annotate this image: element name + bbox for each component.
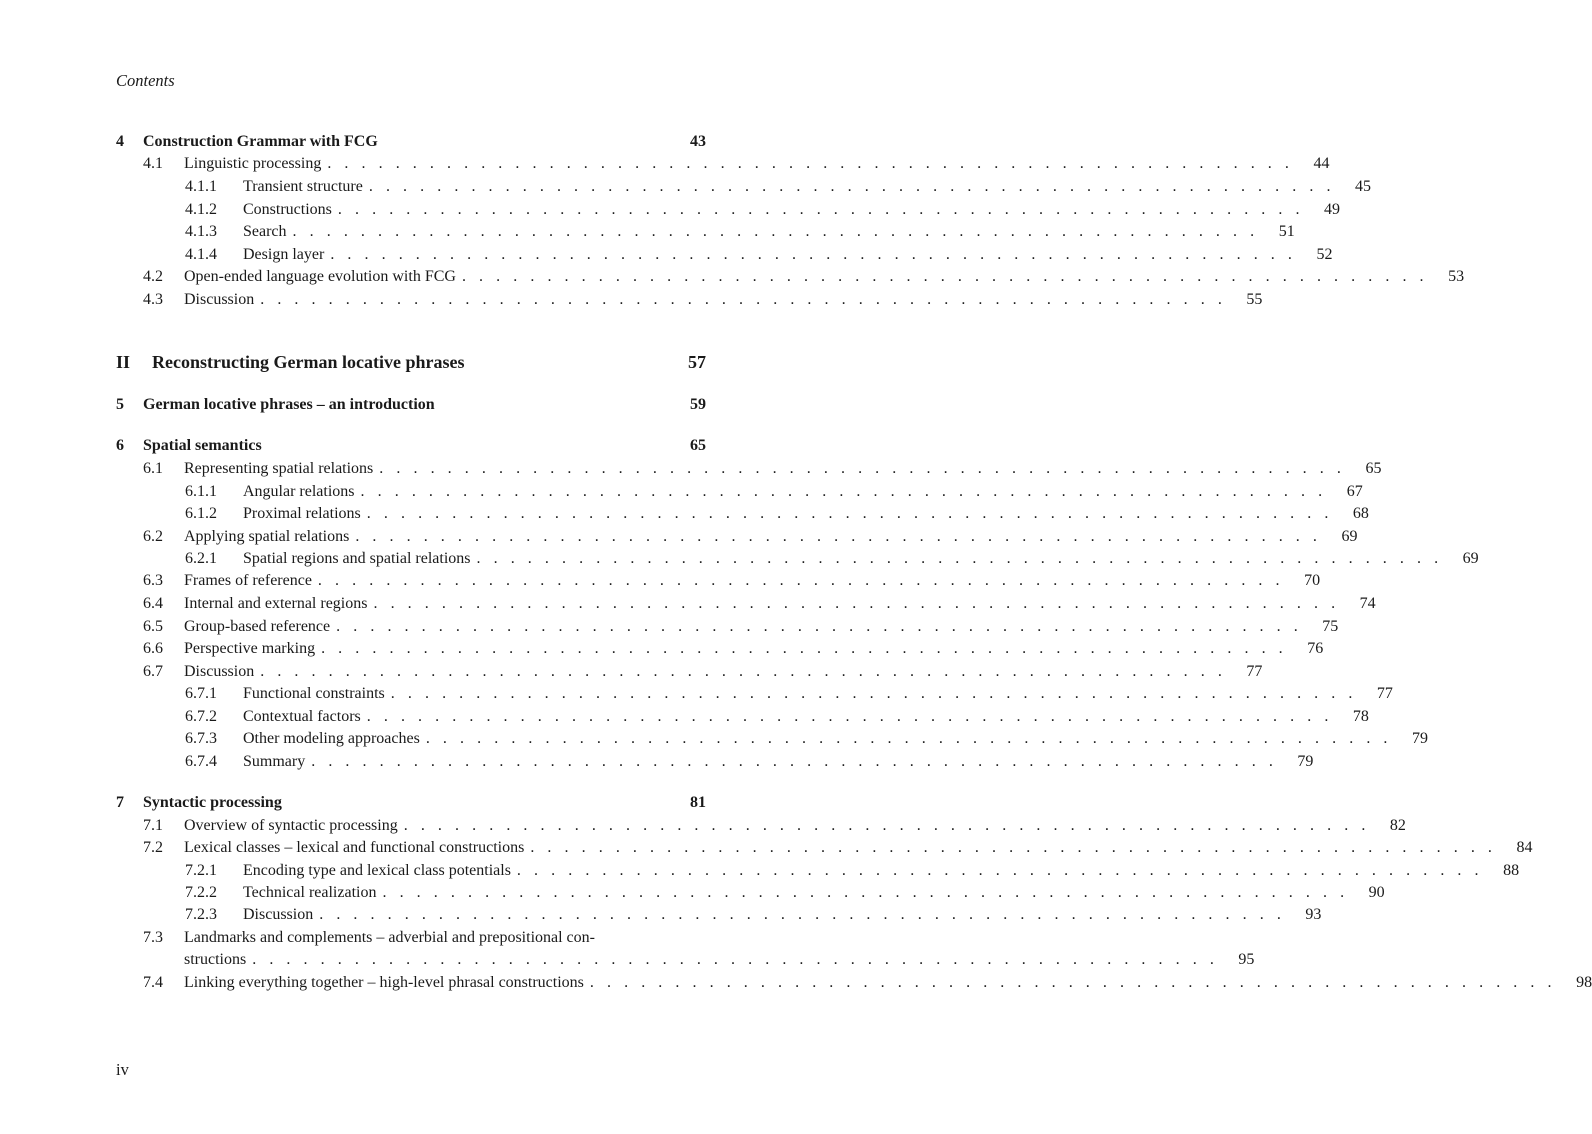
toc-entry-title: Proximal relations	[243, 505, 361, 522]
toc-entry-page: 55	[1246, 291, 1263, 308]
leader-dots: . . . . . . . . . . . . . . . . . . . . . . . . . . . . . . . . . . . . . . . . . . . . . . . . . . . . . . . . .	[366, 708, 1333, 725]
toc-entry-page: 90	[1368, 884, 1385, 901]
toc-entry-number: 7.1	[143, 817, 163, 834]
toc-entry-title: Group-based reference	[184, 618, 331, 635]
toc-entry-subsection[interactable]	[116, 904, 1322, 926]
leader-dots: . . . . . . . . . . . . . . . . . . . . . . . . . . . . . . . . . . . . . . . . . . . . . . . . . . . . . . . . .	[390, 685, 1357, 702]
toc-entry-section[interactable]	[116, 638, 1324, 660]
toc-entry-number: 6.7.2	[185, 708, 217, 725]
leader-dots: . . . . . . . . . . . . . . . . . . . . . . . . . . . . . . . . . . . . . . . . . . . . . . . . . . . . . . . . .	[319, 906, 1286, 923]
toc-entry-page: 65	[1365, 460, 1382, 477]
toc-entry-number: 7.2.2	[185, 884, 217, 901]
toc-entry-section[interactable]	[116, 526, 1358, 548]
leader-dots: . . . . . . . . . . . . . . . . . . . . . . . . . . . . . . . . . . . . . . . . . . . . . . . . . . . . . . . . .	[366, 505, 1333, 522]
toc-entry-title: Construction Grammar with FCG	[143, 133, 378, 150]
leader-dots: . . . . . . . . . . . . . . . . . . . . . . . . . . . . . . . . . . . . . . . . . . . . . . . . . . . . . . . . .	[382, 884, 1349, 901]
toc-entry-title: Other modeling approaches	[243, 730, 420, 747]
toc-entry-page: 69	[1462, 550, 1479, 567]
toc-entry-number: 7.2.1	[185, 862, 217, 879]
leader-dots: . . . . . . . . . . . . . . . . . . . . . . . . . . . . . . . . . . . . . . . . . . . . . . . . . . . . . . . . .	[337, 201, 1305, 218]
leader-dots: . . . . . . . . . . . . . . . . . . . . . . . . . . . . . . . . . . . . . . . . . . . . . . . . . . . . . . . . .	[516, 862, 1484, 879]
leader-dots: . . . . . . . . . . . . . . . . . . . . . . . . . . . . . . . . . . . . . . . . . . . . . . . . . . . . . . . . .	[589, 974, 1557, 991]
toc-entry-title: Landmarks and complements – adverbial and prepositional con-	[184, 929, 595, 946]
toc-entry-page: 77	[1376, 685, 1393, 702]
leader-dots: . . . . . . . . . . . . . . . . . . . . . . . . . . . . . . . . . . . . . . . . . . . . . . . . . . . . . . . . .	[403, 817, 1370, 834]
toc-entry-title: Representing spatial relations	[184, 460, 374, 477]
toc-entry-page: 78	[1352, 708, 1369, 725]
leader-dots: . . . . . . . . . . . . . . . . . . . . . . . . . . . . . . . . . . . . . . . . . . . . . . . . . . . . . . . . .	[360, 483, 1327, 500]
leader-dots: . . . . . . . . . . . . . . . . . . . . . . . . . . . . . . . . . . . . . . . . . . . . . . . . . . . . . . . . .	[336, 618, 1303, 635]
toc-entry-title: Syntactic processing	[143, 794, 282, 811]
toc-entry-subsection[interactable]	[116, 481, 1363, 503]
toc-entry-chapter[interactable]	[116, 394, 706, 416]
leader-dots: . . . . . . . . . . . . . . . . . . . . . . . . . . . . . . . . . . . . . . . . . . . . . . . . . . . . . . . . .	[317, 572, 1285, 589]
toc-entry-title: structions	[184, 951, 247, 968]
toc-entry-number: 6.3	[143, 572, 163, 589]
toc-entry-page: 69	[1341, 528, 1358, 545]
toc-entry-title: Search	[243, 223, 287, 240]
toc-entry-number: 6.2	[143, 528, 163, 545]
toc-entry-page: 82	[1389, 817, 1406, 834]
toc-entry-part[interactable]	[116, 351, 706, 373]
toc-entry-title: Contextual factors	[243, 708, 361, 725]
toc-entry-page: 45	[1355, 178, 1371, 195]
toc-entry-subsection[interactable]	[116, 199, 1341, 221]
toc-entry-page: 57	[688, 352, 706, 372]
toc-entry-page: 53	[1448, 268, 1465, 285]
leader-dots: . . . . . . . . . . . . . . . . . . . . . . . . . . . . . . . . . . . . . . . . . . . . . . . . . . . . . . . . .	[327, 155, 1294, 172]
leader-dots: . . . . . . . . . . . . . . . . . . . . . . . . . . . . . . . . . . . . . . . . . . . . . . . . . . . . . . . . .	[530, 839, 1497, 856]
toc-entry-page: 84	[1516, 839, 1533, 856]
leader-dots: . . . . . . . . . . . . . . . . . . . . . . . . . . . . . . . . . . . . . . . . . . . . . . . . . . . . . . . . .	[461, 268, 1429, 285]
toc-entry-page: 98	[1576, 974, 1592, 991]
toc-entry-subsection[interactable]	[116, 751, 1314, 773]
toc-entry-subsection[interactable]	[116, 548, 1479, 570]
leader-dots: . . . . . . . . . . . . . . . . . . . . . . . . . . . . . . . . . . . . . . . . . . . . . . . . . . . . . . . . .	[252, 951, 1219, 968]
toc-entry-title: Discussion	[243, 906, 314, 923]
toc-entry-title: Discussion	[184, 291, 255, 308]
toc-entry-number: 7.2.3	[185, 906, 217, 923]
toc-entry-page: 77	[1246, 663, 1263, 680]
toc-entry-number: 4.1.4	[185, 246, 217, 263]
toc-entry-number: 4.1.1	[185, 178, 217, 195]
toc-entry-title: Encoding type and lexical class potentials	[243, 862, 511, 879]
toc-entry-subsection[interactable]	[116, 860, 1520, 882]
leader-dots: . . . . . . . . . . . . . . . . . . . . . . . . . . . . . . . . . . . . . . . . . . . . . . . . . . . . . . . . .	[476, 550, 1443, 567]
toc-entry-subsection[interactable]	[116, 244, 1333, 266]
toc-entry-section[interactable]	[116, 616, 1339, 638]
toc-entry-title: Linking everything together – high-level phrasal constructions	[184, 974, 584, 991]
toc-entry-subsection[interactable]	[116, 706, 1369, 728]
leader-dots: . . . . . . . . . . . . . . . . . . . . . . . . . . . . . . . . . . . . . . . . . . . . . . . . . . . . . . . . .	[321, 640, 1288, 657]
toc-entry-subsection[interactable]	[116, 882, 1385, 904]
toc-entry-title: Transient structure	[243, 178, 363, 195]
leader-dots: . . . . . . . . . . . . . . . . . . . . . . . . . . . . . . . . . . . . . . . . . . . . . . . . . . . . . . . . .	[292, 223, 1259, 240]
leader-dots: . . . . . . . . . . . . . . . . . . . . . . . . . . . . . . . . . . . . . . . . . . . . . . . . . . . . . . . . .	[379, 460, 1346, 477]
toc-entry-title: Overview of syntactic processing	[184, 817, 398, 834]
toc-entry-number: 5	[116, 396, 124, 413]
toc-entry-chapter[interactable]	[116, 435, 706, 457]
toc-entry-page: 44	[1313, 155, 1330, 172]
toc-entry-number: 7.2	[143, 839, 163, 856]
toc-entry-title: Spatial regions and spatial relations	[243, 550, 471, 567]
toc-entry-section[interactable]	[116, 289, 1263, 311]
toc-entry-page: 81	[690, 794, 706, 811]
toc-entry-number: 6.1.2	[185, 505, 217, 522]
leader-dots: . . . . . . . . . . . . . . . . . . . . . . . . . . . . . . . . . . . . . . . . . . . . . . . . . . . . . . . . .	[260, 291, 1227, 308]
page-number: iv	[116, 1060, 129, 1079]
toc-entry-number: II	[116, 352, 131, 372]
toc-entry-section[interactable]	[116, 949, 1255, 971]
toc-entry-subsection[interactable]	[116, 503, 1369, 525]
leader-dots: . . . . . . . . . . . . . . . . . . . . . . . . . . . . . . . . . . . . . . . . . . . . . . . . . . . . . . . . .	[368, 178, 1335, 195]
toc-entry-title: Linguistic processing	[184, 155, 322, 172]
toc-entry-section[interactable]	[116, 661, 1263, 683]
toc-entry-subsection[interactable]	[116, 176, 1371, 198]
toc-entry-page: 88	[1503, 862, 1520, 879]
leader-dots: . . . . . . . . . . . . . . . . . . . . . . . . . . . . . . . . . . . . . . . . . . . . . . . . . . . . . . . . .	[330, 246, 1297, 263]
toc-entry-number: 6.4	[143, 595, 163, 612]
toc-entry-number: 4.1	[143, 155, 163, 172]
toc-entry-title: Internal and external regions	[184, 595, 368, 612]
toc-entry-subsection[interactable]	[116, 221, 1295, 243]
toc-entry-number: 6.7.3	[185, 730, 217, 747]
toc-entry-section[interactable]	[116, 570, 1321, 592]
toc-entry-number: 4.1.2	[185, 201, 217, 218]
toc-entry-number: 6.6	[143, 640, 163, 657]
toc-entry-section[interactable]	[116, 153, 1330, 175]
toc-entry-subsection[interactable]	[116, 683, 1393, 705]
toc-entry-page: 75	[1322, 618, 1339, 635]
toc-entry-page: 67	[1346, 483, 1363, 500]
toc-entry-section[interactable]	[116, 837, 1533, 859]
toc-entry-title: Angular relations	[243, 483, 355, 500]
toc-entry-section[interactable]	[116, 972, 1592, 994]
toc-entry-page: 76	[1307, 640, 1324, 657]
toc-entry-title: Discussion	[184, 663, 255, 680]
leader-dots: . . . . . . . . . . . . . . . . . . . . . . . . . . . . . . . . . . . . . . . . . . . . . . . . . . . . . . . . .	[425, 730, 1392, 747]
toc-entry-number: 6.5	[143, 618, 163, 635]
toc-entry-page: 52	[1316, 246, 1333, 263]
toc-entry-number: 7.3	[143, 929, 163, 946]
toc-entry-page: 43	[690, 133, 706, 150]
toc-entry-page: 70	[1304, 572, 1321, 589]
toc-entry-page: 79	[1297, 753, 1314, 770]
toc-entry-title: Design layer	[243, 246, 325, 263]
toc-entry-number: 6.2.1	[185, 550, 217, 567]
toc-entry-title: Technical realization	[243, 884, 377, 901]
toc-entry-section[interactable]	[116, 458, 1382, 480]
toc-entry-number: 6	[116, 437, 124, 454]
toc-entry-page: 59	[690, 396, 706, 413]
toc-entry-section[interactable]	[116, 593, 1376, 615]
toc-entry-chapter[interactable]	[116, 131, 706, 153]
toc-entry-title: Lexical classes – lexical and functional constructions	[184, 839, 525, 856]
toc-entry-title: Spatial semantics	[143, 437, 262, 454]
toc-entry-number: 6.1.1	[185, 483, 217, 500]
toc-entry-number: 7	[116, 794, 124, 811]
toc-entry-title: Reconstructing German locative phrases	[152, 352, 465, 372]
toc-entry-page: 93	[1305, 906, 1322, 923]
toc-entry-number: 4.3	[143, 291, 163, 308]
toc-entry-number: 4	[116, 133, 124, 150]
toc-entry-chapter[interactable]	[116, 792, 706, 814]
toc-entry-section[interactable]	[116, 927, 706, 949]
running-header: Contents	[116, 71, 175, 90]
toc-entry-title: German locative phrases – an introduction	[143, 396, 435, 413]
toc-entry-title: Applying spatial relations	[184, 528, 350, 545]
toc-entry-number: 6.1	[143, 460, 163, 477]
toc-entry-page: 74	[1359, 595, 1376, 612]
toc-entry-number: 6.7	[143, 663, 163, 680]
toc-entry-number: 6.7.4	[185, 753, 217, 770]
toc-entry-number: 4.2	[143, 268, 163, 285]
toc-entry-number: 6.7.1	[185, 685, 217, 702]
leader-dots: . . . . . . . . . . . . . . . . . . . . . . . . . . . . . . . . . . . . . . . . . . . . . . . . . . . . . . . . .	[373, 595, 1340, 612]
toc-entry-title: Frames of reference	[184, 572, 312, 589]
toc-entry-page: 95	[1238, 951, 1255, 968]
toc-entry-title: Open-ended language evolution with FCG	[184, 268, 456, 285]
leader-dots: . . . . . . . . . . . . . . . . . . . . . . . . . . . . . . . . . . . . . . . . . . . . . . . . . . . . . . . . .	[260, 663, 1227, 680]
toc-entry-title: Constructions	[243, 201, 332, 218]
toc-entry-page: 65	[690, 437, 706, 454]
toc-entry-title: Perspective marking	[184, 640, 316, 657]
toc-entry-page: 68	[1352, 505, 1369, 522]
toc-entry-page: 51	[1278, 223, 1295, 240]
leader-dots: . . . . . . . . . . . . . . . . . . . . . . . . . . . . . . . . . . . . . . . . . . . . . . . . . . . . . . . . .	[355, 528, 1322, 545]
toc-entry-number: 7.4	[143, 974, 163, 991]
toc-entry-page: 49	[1324, 201, 1341, 218]
toc-entry-title: Summary	[243, 753, 306, 770]
toc-entry-page: 79	[1411, 730, 1428, 747]
toc-entry-number: 4.1.3	[185, 223, 217, 240]
leader-dots: . . . . . . . . . . . . . . . . . . . . . . . . . . . . . . . . . . . . . . . . . . . . . . . . . . . . . . . . .	[311, 753, 1278, 770]
toc-entry-section[interactable]	[116, 266, 1465, 288]
toc-entry-section[interactable]	[116, 815, 1406, 837]
toc-entry-subsection[interactable]	[116, 728, 1428, 750]
toc-entry-title: Functional constraints	[243, 685, 385, 702]
